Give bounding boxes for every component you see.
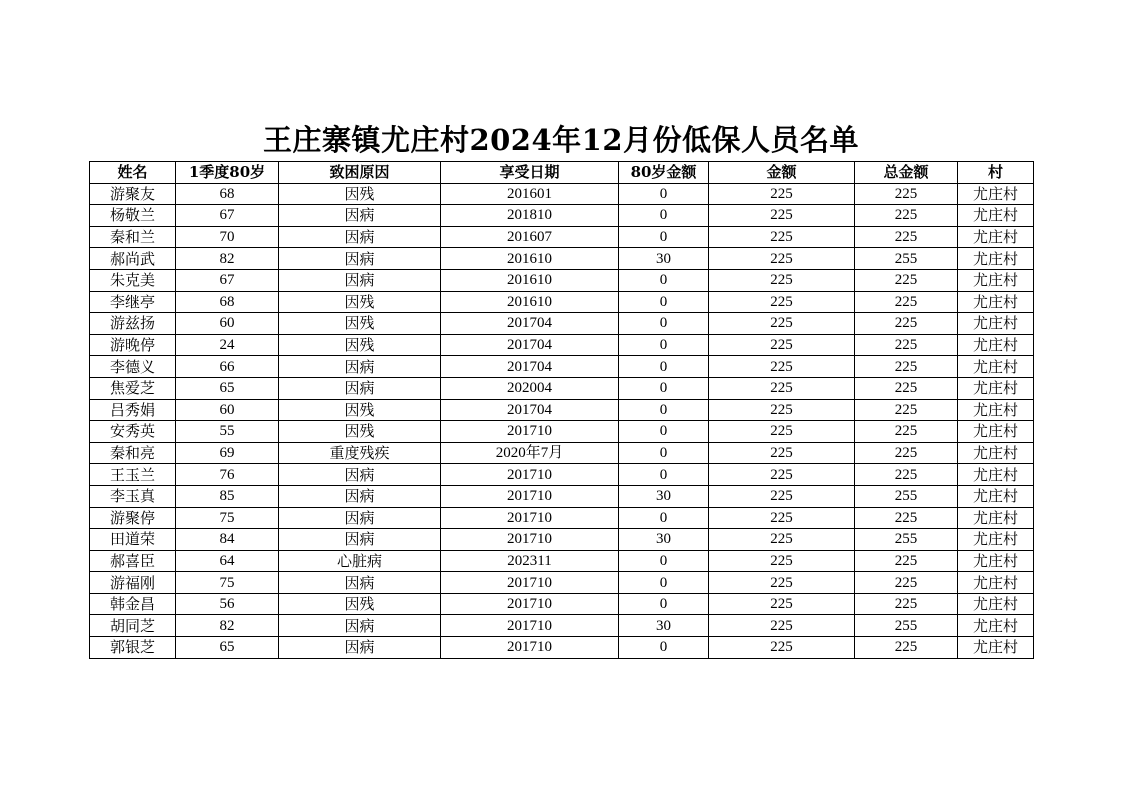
reason-cell: 因病 <box>279 637 441 659</box>
name-cell: 李玉真 <box>90 485 176 507</box>
name-cell: 王玉兰 <box>90 464 176 486</box>
name-cell: 秦和亮 <box>90 442 176 464</box>
table-row <box>90 550 1034 572</box>
roster-table <box>89 161 1034 659</box>
table-row <box>90 226 1034 248</box>
age80-amount-cell: 30 <box>619 248 709 270</box>
reason-cell: 因病 <box>279 356 441 378</box>
village-cell: 尤庄村 <box>958 572 1034 594</box>
total-cell: 225 <box>855 637 958 659</box>
age80-amount-cell: 0 <box>619 442 709 464</box>
age-cell: 65 <box>176 637 279 659</box>
age-cell: 60 <box>176 313 279 335</box>
table-row <box>90 464 1034 486</box>
age80-amount-cell: 0 <box>619 399 709 421</box>
start-date-cell: 201710 <box>441 421 619 443</box>
age80-amount-cell: 0 <box>619 377 709 399</box>
start-date-cell: 201710 <box>441 637 619 659</box>
age-cell: 64 <box>176 550 279 572</box>
amount-cell: 225 <box>709 269 855 291</box>
amount-cell: 225 <box>709 377 855 399</box>
total-cell: 255 <box>855 529 958 551</box>
age-cell: 55 <box>176 421 279 443</box>
village-cell: 尤庄村 <box>958 464 1034 486</box>
age80-amount-cell: 0 <box>619 507 709 529</box>
village-cell: 尤庄村 <box>958 507 1034 529</box>
start-date-cell: 202004 <box>441 377 619 399</box>
total-cell: 255 <box>855 248 958 270</box>
start-date-cell: 201810 <box>441 205 619 227</box>
start-date-cell: 201607 <box>441 226 619 248</box>
col-header-name: 姓名 <box>90 162 176 184</box>
name-cell: 游晚停 <box>90 334 176 356</box>
age-cell: 60 <box>176 399 279 421</box>
start-date-cell: 201704 <box>441 356 619 378</box>
village-cell: 尤庄村 <box>958 637 1034 659</box>
age80-amount-cell: 30 <box>619 485 709 507</box>
reason-cell: 因残 <box>279 183 441 205</box>
total-cell: 225 <box>855 313 958 335</box>
total-cell: 255 <box>855 615 958 637</box>
age80-amount-cell: 0 <box>619 334 709 356</box>
table-row <box>90 529 1034 551</box>
reason-cell: 因残 <box>279 399 441 421</box>
total-cell: 225 <box>855 421 958 443</box>
age-cell: 67 <box>176 205 279 227</box>
age-cell: 82 <box>176 248 279 270</box>
table-row <box>90 377 1034 399</box>
reason-cell: 因残 <box>279 421 441 443</box>
reason-cell: 因病 <box>279 226 441 248</box>
village-cell: 尤庄村 <box>958 529 1034 551</box>
start-date-cell: 202311 <box>441 550 619 572</box>
total-cell: 225 <box>855 550 958 572</box>
age-cell: 69 <box>176 442 279 464</box>
village-cell: 尤庄村 <box>958 377 1034 399</box>
age80-amount-cell: 0 <box>619 205 709 227</box>
age80-amount-cell: 0 <box>619 637 709 659</box>
age-cell: 82 <box>176 615 279 637</box>
age-cell: 84 <box>176 529 279 551</box>
name-cell: 秦和兰 <box>90 226 176 248</box>
age-cell: 68 <box>176 291 279 313</box>
reason-cell: 因病 <box>279 464 441 486</box>
col-header-village: 村 <box>958 162 1034 184</box>
name-cell: 李德义 <box>90 356 176 378</box>
total-cell: 225 <box>855 507 958 529</box>
name-cell: 杨敬兰 <box>90 205 176 227</box>
age80-amount-cell: 0 <box>619 269 709 291</box>
start-date-cell: 201710 <box>441 615 619 637</box>
start-date-cell: 201610 <box>441 269 619 291</box>
name-cell: 田道荣 <box>90 529 176 551</box>
table-row <box>90 183 1034 205</box>
village-cell: 尤庄村 <box>958 550 1034 572</box>
name-cell: 游聚停 <box>90 507 176 529</box>
village-cell: 尤庄村 <box>958 356 1034 378</box>
amount-cell: 225 <box>709 507 855 529</box>
age80-amount-cell: 0 <box>619 313 709 335</box>
amount-cell: 225 <box>709 550 855 572</box>
amount-cell: 225 <box>709 593 855 615</box>
col-header-start-date: 享受日期 <box>441 162 619 184</box>
village-cell: 尤庄村 <box>958 442 1034 464</box>
name-cell: 胡同芝 <box>90 615 176 637</box>
total-cell: 225 <box>855 226 958 248</box>
age-cell: 85 <box>176 485 279 507</box>
age80-amount-cell: 0 <box>619 226 709 248</box>
reason-cell: 因病 <box>279 205 441 227</box>
age80-amount-cell: 0 <box>619 183 709 205</box>
age-cell: 76 <box>176 464 279 486</box>
table-row <box>90 421 1034 443</box>
start-date-cell: 201610 <box>441 248 619 270</box>
reason-cell: 因病 <box>279 485 441 507</box>
col-header-age80-amount: 80岁金额 <box>619 162 709 184</box>
start-date-cell: 201710 <box>441 464 619 486</box>
name-cell: 游兹扬 <box>90 313 176 335</box>
amount-cell: 225 <box>709 183 855 205</box>
start-date-cell: 201710 <box>441 572 619 594</box>
village-cell: 尤庄村 <box>958 205 1034 227</box>
name-cell: 郝尚武 <box>90 248 176 270</box>
amount-cell: 225 <box>709 356 855 378</box>
table-row <box>90 637 1034 659</box>
village-cell: 尤庄村 <box>958 269 1034 291</box>
reason-cell: 因病 <box>279 507 441 529</box>
name-cell: 郭银芝 <box>90 637 176 659</box>
document-title: 王庄寨镇尤庄村2024年12月份低保人员名单 <box>262 123 860 157</box>
reason-cell: 因病 <box>279 572 441 594</box>
name-cell: 安秀英 <box>90 421 176 443</box>
table-row <box>90 248 1034 270</box>
name-cell: 韩金昌 <box>90 593 176 615</box>
reason-cell: 因残 <box>279 334 441 356</box>
reason-cell: 心脏病 <box>279 550 441 572</box>
village-cell: 尤庄村 <box>958 226 1034 248</box>
table-row <box>90 356 1034 378</box>
age-cell: 56 <box>176 593 279 615</box>
start-date-cell: 201704 <box>441 399 619 421</box>
total-cell: 225 <box>855 377 958 399</box>
village-cell: 尤庄村 <box>958 399 1034 421</box>
start-date-cell: 201704 <box>441 313 619 335</box>
village-cell: 尤庄村 <box>958 485 1034 507</box>
name-cell: 游福刚 <box>90 572 176 594</box>
table-row <box>90 269 1034 291</box>
amount-cell: 225 <box>709 464 855 486</box>
total-cell: 225 <box>855 399 958 421</box>
age80-amount-cell: 0 <box>619 421 709 443</box>
age80-amount-cell: 0 <box>619 550 709 572</box>
table-row <box>90 507 1034 529</box>
table-row <box>90 291 1034 313</box>
reason-cell: 因病 <box>279 269 441 291</box>
amount-cell: 225 <box>709 313 855 335</box>
col-header-total: 总金额 <box>855 162 958 184</box>
age-cell: 24 <box>176 334 279 356</box>
total-cell: 225 <box>855 183 958 205</box>
village-cell: 尤庄村 <box>958 183 1034 205</box>
reason-cell: 因残 <box>279 313 441 335</box>
age-cell: 75 <box>176 507 279 529</box>
age-cell: 75 <box>176 572 279 594</box>
village-cell: 尤庄村 <box>958 291 1034 313</box>
age80-amount-cell: 0 <box>619 464 709 486</box>
total-cell: 225 <box>855 464 958 486</box>
age80-amount-cell: 0 <box>619 593 709 615</box>
col-header-amount: 金额 <box>709 162 855 184</box>
name-cell: 郝喜臣 <box>90 550 176 572</box>
start-date-cell: 201710 <box>441 485 619 507</box>
amount-cell: 225 <box>709 291 855 313</box>
total-cell: 225 <box>855 572 958 594</box>
age-cell: 68 <box>176 183 279 205</box>
start-date-cell: 2020年7月 <box>441 442 619 464</box>
amount-cell: 225 <box>709 615 855 637</box>
village-cell: 尤庄村 <box>958 421 1034 443</box>
table-row <box>90 334 1034 356</box>
name-cell: 朱克美 <box>90 269 176 291</box>
age-cell: 65 <box>176 377 279 399</box>
village-cell: 尤庄村 <box>958 313 1034 335</box>
col-header-age: 1季度80岁 <box>176 162 279 184</box>
age-cell: 67 <box>176 269 279 291</box>
start-date-cell: 201710 <box>441 593 619 615</box>
name-cell: 李继亭 <box>90 291 176 313</box>
start-date-cell: 201704 <box>441 334 619 356</box>
reason-cell: 重度残疾 <box>279 442 441 464</box>
reason-cell: 因残 <box>279 291 441 313</box>
name-cell: 焦爱芝 <box>90 377 176 399</box>
amount-cell: 225 <box>709 637 855 659</box>
total-cell: 225 <box>855 269 958 291</box>
table-row <box>90 593 1034 615</box>
total-cell: 225 <box>855 442 958 464</box>
reason-cell: 因病 <box>279 377 441 399</box>
village-cell: 尤庄村 <box>958 334 1034 356</box>
amount-cell: 225 <box>709 421 855 443</box>
age-cell: 66 <box>176 356 279 378</box>
reason-cell: 因病 <box>279 248 441 270</box>
total-cell: 225 <box>855 593 958 615</box>
amount-cell: 225 <box>709 529 855 551</box>
start-date-cell: 201710 <box>441 529 619 551</box>
village-cell: 尤庄村 <box>958 248 1034 270</box>
village-cell: 尤庄村 <box>958 593 1034 615</box>
reason-cell: 因残 <box>279 593 441 615</box>
age80-amount-cell: 0 <box>619 572 709 594</box>
table-row <box>90 572 1034 594</box>
header-row <box>90 162 1034 184</box>
total-cell: 225 <box>855 205 958 227</box>
total-cell: 225 <box>855 291 958 313</box>
amount-cell: 225 <box>709 572 855 594</box>
reason-cell: 因病 <box>279 615 441 637</box>
start-date-cell: 201601 <box>441 183 619 205</box>
amount-cell: 225 <box>709 485 855 507</box>
table-row <box>90 399 1034 421</box>
age80-amount-cell: 0 <box>619 356 709 378</box>
start-date-cell: 201610 <box>441 291 619 313</box>
reason-cell: 因病 <box>279 529 441 551</box>
amount-cell: 225 <box>709 226 855 248</box>
amount-cell: 225 <box>709 205 855 227</box>
table-row <box>90 485 1034 507</box>
total-cell: 225 <box>855 334 958 356</box>
name-cell: 吕秀娟 <box>90 399 176 421</box>
age80-amount-cell: 30 <box>619 529 709 551</box>
name-cell: 游聚友 <box>90 183 176 205</box>
table-row <box>90 313 1034 335</box>
amount-cell: 225 <box>709 399 855 421</box>
age80-amount-cell: 0 <box>619 291 709 313</box>
col-header-reason: 致困原因 <box>279 162 441 184</box>
start-date-cell: 201710 <box>441 507 619 529</box>
total-cell: 255 <box>855 485 958 507</box>
amount-cell: 225 <box>709 442 855 464</box>
table-row <box>90 205 1034 227</box>
age80-amount-cell: 30 <box>619 615 709 637</box>
roster-body <box>90 183 1034 658</box>
table-row <box>90 615 1034 637</box>
total-cell: 225 <box>855 356 958 378</box>
age-cell: 70 <box>176 226 279 248</box>
amount-cell: 225 <box>709 248 855 270</box>
village-cell: 尤庄村 <box>958 615 1034 637</box>
amount-cell: 225 <box>709 334 855 356</box>
table-row <box>90 442 1034 464</box>
